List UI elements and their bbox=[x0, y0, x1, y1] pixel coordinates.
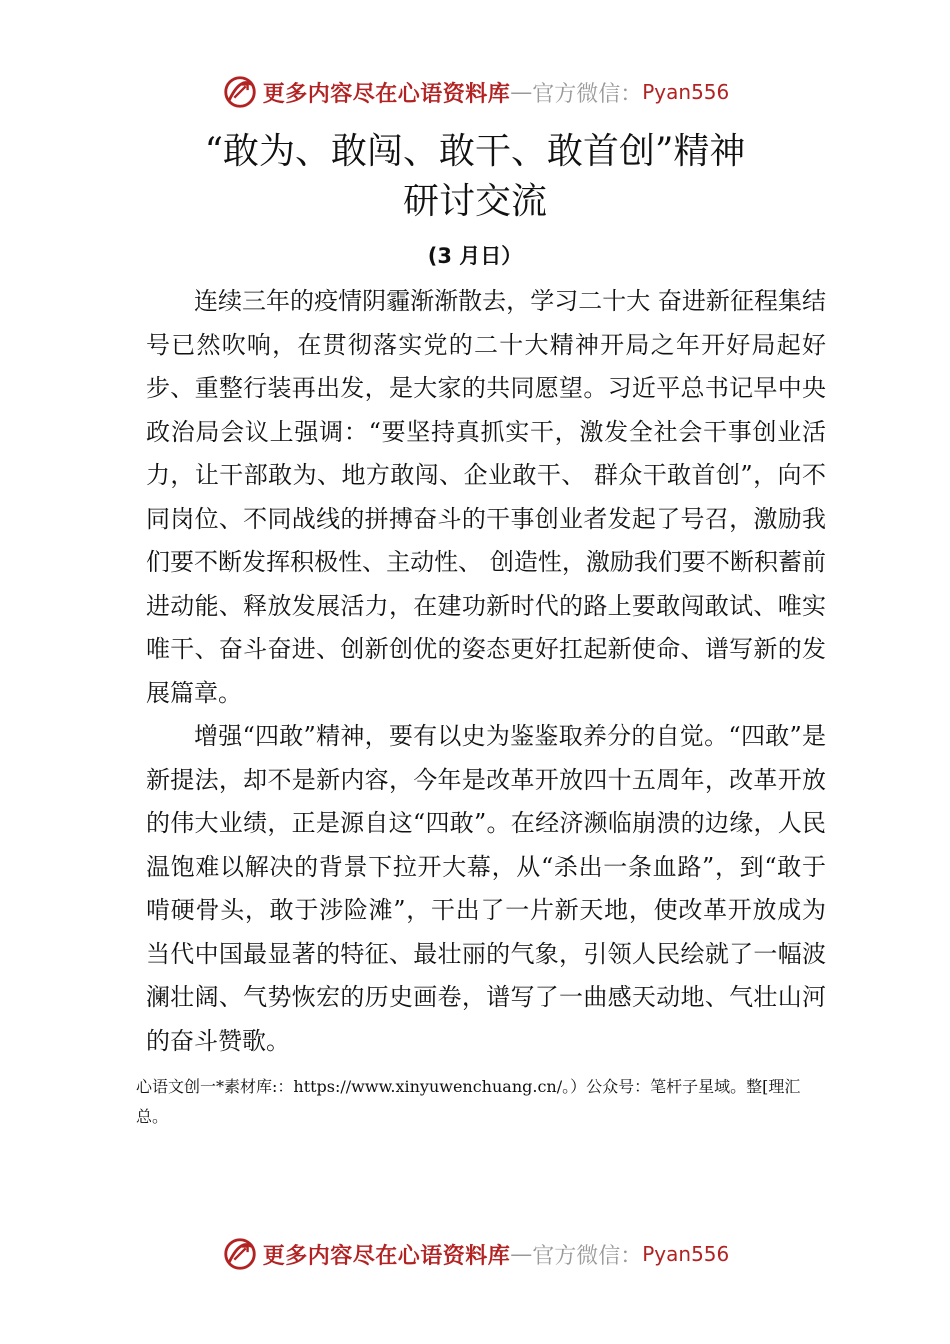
banner-official-label: 官方微信： bbox=[532, 1243, 643, 1269]
document-title: “敢为、敢闯、敢干、敢首创”精神 bbox=[204, 131, 746, 172]
banner-brand: 更多内容尽在心语资料库 bbox=[262, 80, 511, 107]
banner-brand: 更多内容尽在心语资料库 bbox=[262, 1242, 511, 1269]
banner-handle: Pyan556 bbox=[642, 1242, 730, 1266]
paragraph-1: 连续三年的疫情阴霾渐渐散去，学习二十大 奋进新征程集结号已然吹响，在贯彻落实党的二十大精神开局之年开好局起好步、重整行装再出发，是大家的共同愿望。习近平总书记早中央政治局会议上强调：“要坚持真抓实干，激发全社会干事创业活力，让干部敢为、地方敢闯、企业敢干、 群众干敢首创”，向不同岗位、不同战线的拼搏奋斗的干事创业者发起了号召，激励我们要不断发挥积极性、主动性、 创造性，激励我们要不断积蓄前进动能、释放发展活力，在建功新时代的路上要敢闯敢试、唯实唯干、奋斗奋进、创新创优的姿态更好扛起新使命、谱写新的发展篇章。 bbox=[146, 287, 826, 707]
document-subtitle: 研讨交流 bbox=[402, 181, 547, 222]
banner-handle: Pyan556 bbox=[642, 80, 730, 104]
footer-banner bbox=[0, 1234, 950, 1274]
logo-icon bbox=[221, 1235, 259, 1273]
banner-official-label: 官方微信： bbox=[532, 81, 643, 107]
header-banner bbox=[0, 72, 950, 112]
banner-separator: — bbox=[510, 79, 533, 105]
paragraph-2: 增强“四敢”精神，要有以史为鉴鉴取养分的自觉。“四敢”是新提法，却不是新内容，今年是改革开放四十五周年，改革开放的伟大业绩，正是源自这“四敢”。在经济濒临崩溃的边缘，人民温饱难以解决的背景下拉开大幕，从“杀出一条血路”，到“敢于啃硬骨头，敢于涉险滩”，干出了一片新天地，使改革开放成为当代中国最显著的特征、最壮丽的气象，引领人民绘就了一幅波澜壮阔、气势恢宏的历史画卷，谱写了一曲感天动地、气壮山河的奋斗赞歌。 bbox=[146, 722, 826, 1055]
document-body bbox=[146, 280, 826, 1063]
document-date: (3 月日） bbox=[427, 244, 523, 268]
banner-separator: — bbox=[510, 1241, 533, 1267]
logo-icon bbox=[221, 73, 259, 111]
source-note: 心语文创一*素材库:：https://www.xinyuwenchuang.cn/。）公众号：笔杆子星域。整[理汇总。 bbox=[136, 1077, 801, 1126]
